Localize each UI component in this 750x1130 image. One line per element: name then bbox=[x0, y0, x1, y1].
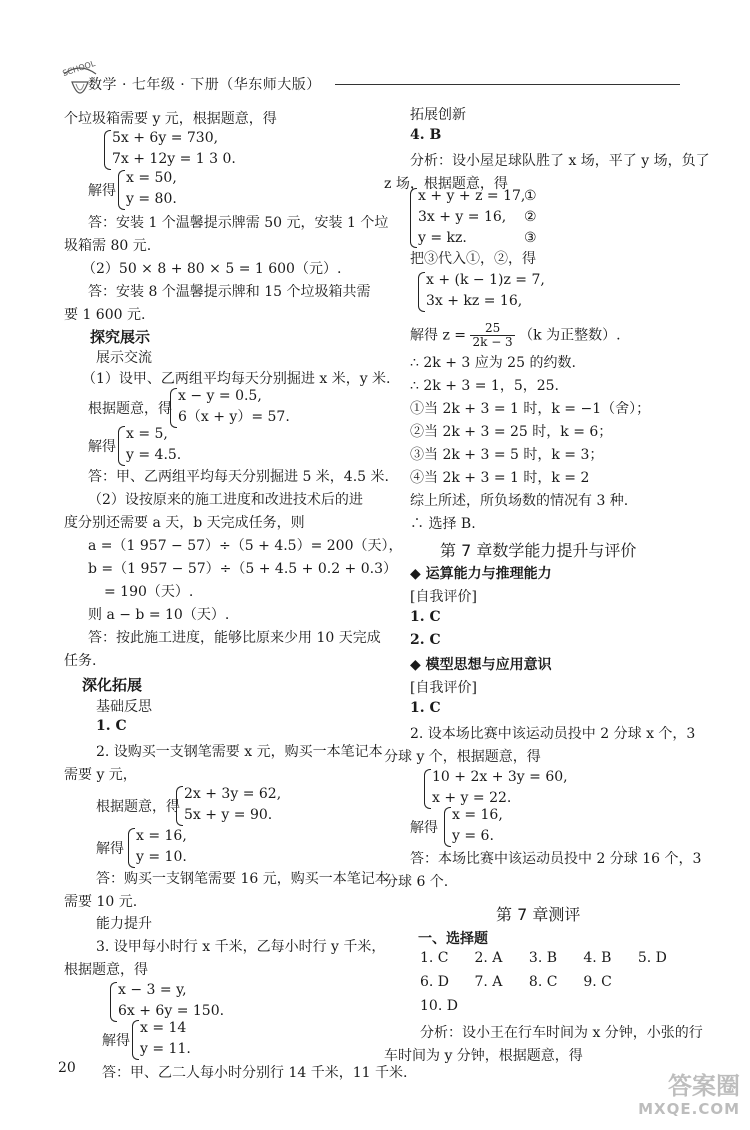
mc-answer: 10. D bbox=[420, 998, 458, 1014]
text-line: 则 a − b = 10（天）. bbox=[88, 607, 230, 623]
text-line: 分球 y 个，根据题意，得 bbox=[384, 749, 541, 765]
mc-answer: 9. C bbox=[583, 974, 612, 990]
text-line: 答：安装 8 个温馨提示牌和 15 个垃圾箱共需 bbox=[88, 284, 371, 300]
mc-answer-row bbox=[420, 950, 688, 966]
text-line: 2. 设本场比赛中该运动员投中 2 分球 x 个，3 bbox=[410, 726, 696, 742]
text-line: 综上所述，所负场数的情况有 3 种. bbox=[410, 493, 629, 509]
mc-answer: 7. A bbox=[474, 974, 503, 990]
text-line: （1）设甲、乙两组平均每天分别掘进 x 米，y 米. bbox=[82, 371, 391, 387]
equation: x = 14 bbox=[140, 1020, 187, 1036]
mc-answer: 2. A bbox=[474, 950, 503, 966]
section-heading: ◆ 模型思想与应用意识 bbox=[410, 657, 552, 673]
text-line: ④当 2k + 3 = 1 时，k = 2 bbox=[410, 470, 590, 486]
chapter-title: 第 7 章数学能力提升与评价 bbox=[440, 541, 637, 560]
text-line: ∴ 2k + 3 应为 25 的约数. bbox=[410, 355, 576, 371]
equation: y = 11. bbox=[140, 1041, 191, 1057]
text-line: [自我评价] bbox=[410, 589, 477, 605]
equation-system bbox=[452, 805, 503, 847]
text-line: （2）50 × 8 + 80 × 5 = 1 600（元）. bbox=[82, 261, 342, 277]
text-line: 解得 bbox=[410, 820, 438, 836]
equation: x − y = 0.5, bbox=[178, 388, 262, 404]
equation: 3x + kz = 16, bbox=[426, 293, 523, 309]
equation: x + y = 22. bbox=[432, 790, 512, 806]
equation-system bbox=[126, 168, 177, 210]
equation-system bbox=[118, 980, 224, 1022]
text-line: [自我评价] bbox=[410, 680, 477, 696]
equation-system bbox=[112, 128, 236, 170]
text-line: 解得 bbox=[88, 183, 116, 199]
equation: y = 4.5. bbox=[126, 447, 182, 463]
text-line: 要 1 600 元. bbox=[64, 307, 146, 323]
answer-line: 1. C bbox=[410, 700, 441, 716]
text-segment: （k 为正整数）. bbox=[519, 327, 621, 344]
text-line: 根据题意，得 bbox=[64, 962, 148, 978]
answer-line: 4. B bbox=[410, 127, 442, 143]
watermark-text-top: 答案圈 bbox=[668, 1072, 740, 1100]
mc-answer: 1. C bbox=[420, 950, 449, 966]
equation: 3x + y = 16, bbox=[418, 209, 507, 225]
mc-answer: 3. B bbox=[528, 950, 558, 966]
equation: x = 50, bbox=[126, 170, 177, 186]
equation-system bbox=[140, 1018, 191, 1060]
equation: x = 16, bbox=[452, 807, 503, 823]
text-line: 分析：设小王在行车时间为 x 分钟，小张的行 bbox=[420, 1025, 703, 1041]
fraction bbox=[470, 322, 514, 349]
equation: 5x + 6y = 730, bbox=[112, 130, 219, 146]
text-line: 车时间为 y 分钟，根据题意，得 bbox=[384, 1048, 583, 1064]
text-line: ③当 2k + 3 = 5 时，k = 3； bbox=[410, 447, 604, 463]
text-line: 需要 10 元. bbox=[64, 894, 138, 910]
section-heading: 深化拓展 bbox=[82, 676, 143, 694]
text-line: ∴ 2k + 3 = 1，5，25. bbox=[410, 378, 559, 394]
text-line: 答：本场比赛中该运动员投中 2 分球 16 个，3 bbox=[410, 851, 702, 867]
watermark bbox=[610, 1072, 740, 1124]
text-line: 把③代入①，②，得 bbox=[410, 251, 536, 267]
equation-marker: ③ bbox=[524, 230, 537, 246]
text-line: 解得 bbox=[88, 439, 116, 455]
text-line: 圾箱需 80 元. bbox=[64, 238, 152, 254]
equation-markers bbox=[524, 186, 537, 249]
text-line: 答：按此施工进度，能够比原来少用 10 天完成 bbox=[88, 630, 381, 646]
equation: y = 6. bbox=[452, 828, 494, 844]
text-line: a =（1 957 − 57）÷（5 + 4.5）= 200（天）， bbox=[88, 538, 403, 554]
section-heading: ◆ 运算能力与推理能力 bbox=[410, 566, 552, 582]
section-heading: 一、选择题 bbox=[418, 931, 488, 947]
answer-line: 2. C bbox=[410, 632, 441, 648]
text-line: 根据题意，得 bbox=[96, 799, 180, 815]
text-line: 答：甲、乙两组平均每天分别掘进 5 米，4.5 米. bbox=[88, 469, 389, 485]
fraction-denominator: 2k − 3 bbox=[472, 335, 513, 349]
equation: x = 16, bbox=[136, 828, 187, 844]
text-line: 需要 y 元， bbox=[64, 767, 137, 783]
text-line: 任务. bbox=[64, 653, 97, 669]
equation-system bbox=[426, 270, 545, 312]
text-line: 解得 bbox=[96, 841, 124, 857]
equation-system bbox=[178, 386, 290, 428]
equation-system bbox=[432, 767, 568, 809]
text-line: ①当 2k + 3 = 1 时，k = −1（舍）； bbox=[410, 401, 651, 417]
text-line: 解得 bbox=[102, 1033, 130, 1049]
school-logo-text: SCHOOL bbox=[61, 59, 97, 78]
sub-heading: 能力提升 bbox=[96, 916, 152, 932]
equation-marker: ① bbox=[524, 188, 537, 204]
mc-answer: 5. D bbox=[637, 950, 667, 966]
sub-heading: 拓展创新 bbox=[410, 107, 466, 123]
equation: y = 10. bbox=[136, 849, 187, 865]
mc-answer: 6. D bbox=[420, 974, 450, 990]
text-line: 3. 设甲每小时行 x 千米，乙每小时行 y 千米， bbox=[96, 939, 386, 955]
equation: 6x + 6y = 150. bbox=[118, 1003, 225, 1019]
text-line: 答：甲、乙二人每小时分别行 14 千米，11 千米. bbox=[102, 1065, 408, 1081]
page-number: 20 bbox=[58, 1060, 76, 1076]
equation: 6（x + y）= 57. bbox=[178, 409, 290, 425]
equation: x + y + z = 17, bbox=[418, 188, 526, 204]
text-line: 度分别还需要 a 天，b 天完成任务，则 bbox=[64, 515, 305, 531]
text-line: 根据题意，得 bbox=[88, 401, 172, 417]
equation-system bbox=[418, 186, 525, 249]
equation: x − 3 = y, bbox=[118, 982, 187, 998]
mc-answer: 8. C bbox=[528, 974, 558, 990]
text-line: = 190（天）. bbox=[104, 584, 194, 600]
text-line: 分析：设小屋足球队胜了 x 场，平了 y 场，负了 bbox=[410, 153, 710, 169]
equation-system bbox=[136, 826, 187, 868]
mc-answer-row bbox=[420, 974, 633, 990]
sub-heading: 展示交流 bbox=[96, 350, 152, 366]
sub-heading: 基础反思 bbox=[96, 699, 152, 715]
equation: x = 5, bbox=[126, 426, 168, 442]
text-segment: 解得 z = bbox=[410, 327, 467, 344]
equation: y = 80. bbox=[126, 191, 177, 207]
equation: 7x + 12y = 1 3 0. bbox=[112, 151, 236, 167]
answer-line: 1. C bbox=[410, 609, 441, 625]
fraction-line bbox=[410, 322, 621, 349]
text-line: 分球 6 个. bbox=[384, 874, 449, 890]
header-title: 数学 · 七年级 · 下册（华东师大版） bbox=[88, 77, 321, 93]
text-line: 个垃圾箱需要 y 元，根据题意，得 bbox=[64, 111, 277, 127]
text-line: ∴ 选择 B. bbox=[410, 516, 476, 532]
equation-marker: ② bbox=[524, 209, 537, 225]
fraction-numerator: 25 bbox=[470, 322, 514, 336]
equation: y = kz. bbox=[418, 230, 467, 246]
text-line: b =（1 957 − 57）÷（5 + 4.5 + 0.2 + 0.3） bbox=[88, 561, 397, 577]
equation: 2x + 3y = 62, bbox=[184, 786, 282, 802]
text-line: 答：安装 1 个温馨提示牌需 50 元，安装 1 个垃 bbox=[88, 215, 389, 231]
equation: 5x + y = 90. bbox=[184, 807, 273, 823]
equation-system bbox=[184, 784, 281, 826]
mc-answer: 4. B bbox=[583, 950, 612, 966]
equation: 10 + 2x + 3y = 60, bbox=[432, 769, 568, 785]
text-line: （2）设按原来的施工进度和改进技术后的进 bbox=[88, 492, 363, 508]
equation: x + (k − 1)z = 7, bbox=[426, 272, 545, 288]
chapter-title: 第 7 章测评 bbox=[496, 905, 581, 924]
answer-line: 1. C bbox=[96, 718, 127, 734]
text-line: 2. 设购买一支钢笔需要 x 元，购买一本笔记本 bbox=[96, 744, 383, 760]
text-line: ②当 2k + 3 = 25 时，k = 6； bbox=[410, 424, 613, 440]
section-heading: 探究展示 bbox=[90, 328, 151, 346]
watermark-text-bottom: MXQE.COM bbox=[638, 1100, 740, 1118]
equation-system bbox=[126, 424, 181, 466]
header-rule bbox=[335, 84, 680, 85]
text-line: 答：购买一支钢笔需要 16 元，购买一本笔记本 bbox=[96, 871, 389, 887]
text-line: z 场，根据题意，得 bbox=[384, 176, 508, 192]
